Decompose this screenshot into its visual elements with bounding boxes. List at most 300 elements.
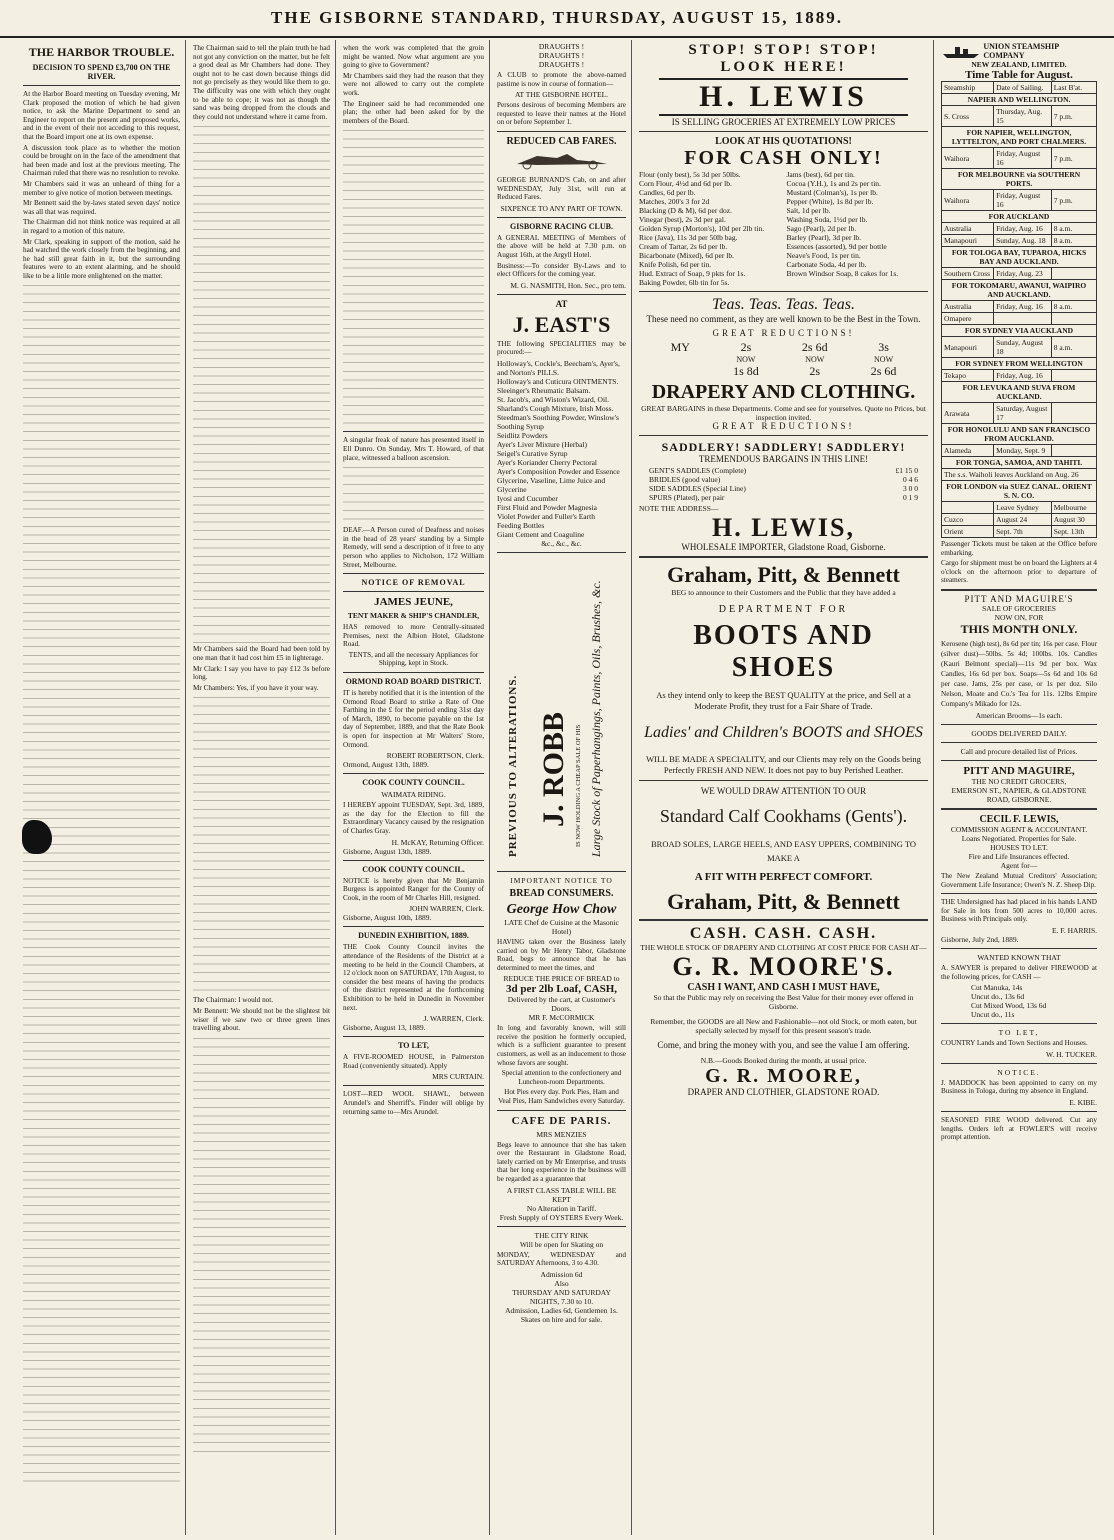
list-item: Rice (Java), 11s 3d per 50lb bag. — [639, 233, 738, 242]
tea-prices — [649, 340, 918, 379]
route-heading: FOR SYDNEY FROM WELLINGTON — [942, 358, 1097, 370]
now-label: NOW — [736, 355, 756, 364]
harris-signature: E. F. HARRIS. — [1051, 925, 1097, 935]
cell: 7 p.m. — [1051, 190, 1096, 211]
seasoned-text: SEASONED FIRE WOOD delivered. Cut any lengths. Orders left at FOWLER'S will receive prompt attention. — [941, 1115, 1097, 1142]
table-header — [942, 82, 1097, 94]
table-row — [942, 223, 1097, 235]
now-on-text: NOW ON, FOR — [994, 612, 1044, 622]
broad-text: BROAD SOLES, LARGE HEELS, AND EASY UPPERS, COMBINING TO MAKE A — [650, 839, 917, 863]
divider — [941, 1063, 1097, 1064]
table-row — [942, 469, 1097, 481]
nights-text: THURSDAY AND SATURDAY NIGHTS, 7.30 to 10. — [512, 1287, 611, 1306]
rink-days: MONDAY, WEDNESDAY and SATURDAY Afternoons, 3 to 4.30. — [497, 1250, 626, 1268]
skates-text: Skates on hire and for sale. — [520, 1314, 603, 1324]
cell — [994, 313, 1052, 325]
waimata-heading: WAIMATA RIDING. — [381, 790, 446, 800]
saddle-name: SIDE SADDLES (Special Line) — [649, 484, 746, 493]
cell: Sept. 7th — [994, 526, 1052, 538]
emerson-text: EMERSON ST., NAPIER, & GLADSTONE ROAD, GISBORNE. — [951, 785, 1087, 804]
cargo-text: Cargo for shipment must be on board the Lighters at 4 o'clock on the afternoon prior to departure of steamers. — [941, 559, 1097, 585]
divider — [23, 85, 180, 86]
article-continuation — [193, 123, 330, 643]
cecil-title: CECIL F. LEWIS, — [979, 813, 1059, 825]
old-price: 3s — [878, 340, 889, 354]
cell — [1051, 313, 1096, 325]
route-heading: FOR LONDON via SUEZ CANAL. ORIENT S. N. CO. — [942, 481, 1097, 502]
divider — [639, 780, 928, 781]
route-heading: FOR TOLOGA BAY, TUPAROA, HICKS BAY AND AUCKLAND. — [942, 247, 1097, 268]
list-item: Hud. Extract of Soap, 9 pkts for 1s. — [639, 269, 746, 278]
cell: August 30 — [1051, 514, 1096, 526]
list-item: Uncut do., 13s 6d — [971, 992, 1025, 1002]
list-item: Neave's Food, 1s per tin. — [786, 251, 861, 260]
list-item: Glycerine, Vaseline, Lime Juice and Glycerine — [497, 475, 606, 494]
list-item: Salt, 1d per lb. — [786, 206, 831, 215]
table-row — [942, 235, 1097, 247]
attention-text: WE WOULD DRAW ATTENTION TO OUR — [700, 786, 867, 796]
selling-text: IS SELLING GROCERIES AT EXTREMELY LOW PRICES — [671, 117, 896, 127]
table-row — [942, 370, 1097, 382]
list-item: Violet Powder and Fuller's Earth — [497, 511, 595, 521]
divider — [639, 919, 928, 921]
list-item: Washing Soda, 1½d per lb. — [786, 215, 868, 224]
cell: Manapouri — [942, 235, 994, 247]
divider — [941, 589, 1097, 591]
column-harbor-continued — [188, 40, 336, 1535]
draughts-heading: DRAUGHTS ! — [538, 60, 585, 69]
stop-heading: STOP! STOP! STOP! — [688, 42, 879, 58]
column-shipping-commerce — [936, 40, 1102, 1535]
divider — [343, 926, 484, 927]
tolet-heading: TO LET, — [998, 1028, 1040, 1038]
want-body: So that the Public may rely on receiving the Best Value for their money ever offered in Gisborne. — [653, 993, 914, 1011]
column-header: Steamship — [942, 82, 994, 94]
divider — [497, 217, 626, 218]
divider — [941, 1111, 1097, 1112]
list-item: Flour (only best), 5s 3d per 50lbs. — [639, 170, 741, 179]
lewis-title: H. LEWIS — [659, 78, 908, 116]
loans-text: Loans Negotiated. Properties for Sale. — [961, 833, 1077, 843]
cell: Waihora — [942, 190, 994, 211]
cell: Thursday, Aug. 15 — [994, 106, 1052, 127]
table-row — [942, 106, 1097, 127]
list-item: First Fluid and Powder Magnesia — [497, 502, 597, 512]
masthead-title: THE GISBORNE STANDARD, THURSDAY, AUGUST 15, 1889. — [271, 8, 843, 27]
robb-previous: PREVIOUS TO ALTERATIONS. — [507, 674, 519, 857]
warren2-date: Gisborne, August 13, 1889. — [343, 1023, 426, 1033]
timetable-heading: Time Table for August. — [965, 69, 1073, 81]
divider — [343, 1036, 484, 1037]
table-row — [942, 190, 1097, 211]
paragraph: The Chairman said to tell the plain truth he had not got any conviction on the matter, but he felt a good deal as Mr Chambers had done. They ought not to be cast down because things did not go precisely as they would like them to go. The difficulty was one with which they ought to be able to cope; it was not as though the sand was being dropped from the clouds and they could not understand where it came from. — [193, 44, 330, 121]
list-item: Cut Mixed Wood, 13s 6d — [971, 1001, 1047, 1011]
cell: Leave Sydney — [994, 502, 1052, 514]
menzies-name: MRS MENZIES — [536, 1129, 587, 1139]
curtain-signature: MRS CURTAIN. — [432, 1072, 484, 1082]
list-item: Pepper (White), 1s 8d per lb. — [786, 197, 874, 206]
passengers-text: Passenger Tickets must be taken at the Office before embarking. — [941, 540, 1097, 557]
paragraph: Mr Bennett said the by-laws stated seven days' notice was all that was required. — [23, 199, 180, 216]
route-heading: NAPIER AND WELLINGTON. — [942, 94, 1097, 106]
cell — [1051, 403, 1096, 424]
cell: Arawata — [942, 403, 994, 424]
rink-heading: THE CITY RINK — [534, 1230, 589, 1240]
ormond-body: IT is hereby notified that it is the intention of the Ormond Road Board to strike a Rate of One Farthing in the £ for the period ending 31st day of March, 1890, to become payable on the 1st day of September, 1889, and that the Rate Book is open for inspection at Mr Walters' Store, Ormond. — [343, 689, 484, 749]
list-item: Carbonate Soda, 4d per lb. — [786, 260, 867, 269]
paragraph: Mr Clark, speaking in support of the motion, said he had watched the work closely from the beginning, and he had still great faith in it, but the surrounding features were to an extent alarming, and he should like to be a little more enlightened on the matter. — [23, 237, 180, 280]
table-row — [942, 301, 1097, 313]
at-label: AT — [555, 298, 568, 309]
saddle-price: 3 0 0 — [903, 484, 918, 493]
cook2-heading: COOK COUNTY COUNCIL. — [362, 864, 465, 874]
cell: 7 p.m. — [1051, 106, 1096, 127]
ink-blot — [22, 820, 52, 854]
route-heading: FOR NAPIER, WELLINGTON, LYTTELTON, AND PORT CHALMERS. — [942, 127, 1097, 148]
notice-removal-heading: NOTICE OF REMOVAL — [361, 578, 466, 588]
delivered-daily: GOODS DELIVERED DAILY. — [971, 728, 1067, 738]
route-heading: FOR TOKOMARU, AWANUI, WAIPIRO AND AUCKLAND. — [942, 280, 1097, 301]
reduce-text: REDUCE THE PRICE OF BREAD to — [503, 974, 620, 984]
jeune-body: HAS removed to more Centrally-situated Premises, next the Albion Hotel, Gladstone Road. — [343, 623, 484, 649]
divider — [497, 871, 626, 872]
cell: S. Cross — [942, 106, 994, 127]
remember-text: Remember, the GOODS are all New and Fashionable—not old Stock, or moth eaten, but specially selected by myself for this present season's trade. — [650, 1017, 917, 1035]
list-item: St. Jacob's, and Wiston's Wizard, Oil. — [497, 394, 610, 404]
cell: 8 a.m. — [1051, 337, 1096, 358]
nb-text: N.B.—Goods Booked during the month, at usual price. — [700, 1056, 867, 1065]
list-item: Brown Windsor Soap, 8 cakes for 1s. — [786, 269, 899, 278]
look-heading: LOOK HERE! — [720, 59, 847, 75]
list-item: Matches, 200's 3 for 2d — [639, 197, 710, 206]
pitt-title: PITT AND MAGUIRE'S — [964, 593, 1074, 604]
tremendous-text: TREMENDOUS BARGAINS IN THIS LINE! — [698, 454, 869, 464]
racing-heading: GISBORNE RACING CLUB. — [510, 221, 613, 231]
tents-text: TENTS, and all the necessary Appliances for Shipping, kept in Stock. — [348, 650, 479, 668]
tariff-text: No Alteration in Tariff. — [526, 1203, 597, 1213]
list-item: Vinegar (best), 2s 3d per gal. — [639, 215, 726, 224]
table-row — [942, 313, 1097, 325]
cell: Australia — [942, 301, 994, 313]
moore-title: G. R. MOORE'S. — [672, 952, 895, 981]
sale-heading: SALE OF GROCERIES — [982, 603, 1056, 613]
call-text: Call and procure detailed list of Prices. — [960, 746, 1078, 756]
union-header — [941, 42, 1097, 60]
cab-heading: REDUCED CAB FARES. — [506, 135, 617, 147]
beg-text: BEG to announce to their Customers and the Public that they have added a — [671, 588, 896, 597]
cell: Sunday, Aug. 18 — [994, 235, 1052, 247]
list-item — [649, 493, 918, 502]
cell: Friday, Aug. 16 — [994, 370, 1052, 382]
bread-price: 3d per 2lb Loaf, CASH, — [505, 983, 618, 996]
paragraph: Mr Chambers said they had the reason that they were not allowed to carry out the complete work. — [343, 71, 484, 97]
list-item — [649, 466, 918, 475]
quotations-heading: LOOK AT HIS QUOTATIONS! — [715, 136, 852, 147]
paragraph: The Chairman did not think notice was required at all in regard to a motion of this nature. — [23, 218, 180, 235]
list-item: Baking Powder, 6lb tin for 5s. — [639, 278, 730, 287]
robb-name: J. ROBB — [537, 711, 570, 827]
divider — [941, 724, 1097, 725]
list-item: Knife Polish, 6d per tin. — [639, 260, 712, 269]
now-label: NOW — [805, 355, 825, 364]
masthead — [0, 0, 1114, 38]
column-local-ads — [492, 40, 632, 1535]
rink-open: Will be open for Skating on — [519, 1239, 604, 1249]
list-item: Uncut do., 11s — [971, 1010, 1015, 1020]
list-item: Giant Cement and Coaguline — [497, 529, 585, 539]
tea-price — [802, 340, 828, 379]
list-item: Essences (assorted), 9d per bottle — [786, 242, 887, 251]
come-text: Come, and bring the money with you, and see the value I am offering. — [657, 1040, 910, 1050]
draughts-heading: DRAUGHTS ! — [538, 42, 585, 51]
cell: Monday, Sept. 9 — [994, 445, 1052, 457]
new-price: 2s 6d — [870, 364, 897, 378]
cell: 8 a.m. — [1051, 235, 1096, 247]
list-item: Seigel's Curative Syrup — [497, 448, 568, 458]
cab-body: GEORGE BURNAND'S Cab, on and after WEDNESDAY, July 31st, will run at Reduced Fares. — [497, 175, 626, 202]
cell: August 24 — [994, 514, 1052, 526]
divider — [343, 573, 484, 574]
divider — [343, 1085, 484, 1086]
note-address: NOTE THE ADDRESS— — [639, 504, 719, 513]
robb-advertisement — [497, 557, 626, 867]
robb-sale: IS NOW HOLDING A CHEAP SALE OF HIS — [575, 724, 582, 847]
list-item: Iyosi and Cucumber — [497, 493, 558, 503]
new-price: 2s — [809, 364, 821, 378]
cell: Friday, August 16 — [994, 148, 1052, 169]
list-item: Steedman's Soothing Powder, Winslow's Soothing Syrup — [497, 412, 619, 431]
etc-text: &c., &c., &c. — [541, 538, 582, 548]
divider — [343, 672, 484, 673]
teas-body: These need no comment, as they are well known to be the Best in the Town. — [646, 314, 921, 324]
list-item: Blacking (D & M), 6d per doz. — [639, 206, 732, 215]
bread-heading: BREAD CONSUMERS. — [509, 887, 614, 899]
table-row — [942, 403, 1097, 424]
want-heading: CASH I WANT, AND CASH I MUST HAVE, — [687, 982, 880, 993]
paragraph: A discussion took place as to whether the motion could be brought on in the face of the amendment that had been made and lost at the previous meeting. The Chairman ruled that there was no resolution to revoke. — [23, 143, 180, 178]
cell — [1051, 268, 1096, 280]
list-item: Ayer's Koriander Cherry Pectoral — [497, 457, 598, 467]
jeune-title: JAMES JEUNE, — [374, 596, 453, 609]
whole-stock-text: THE WHOLE STOCK OF DRAPERY AND CLOTHING AT COST PRICE FOR CASH AT— — [640, 943, 927, 952]
great-reductions-heading: GREAT REDUCTIONS! — [712, 421, 855, 431]
delivered-text: Delivered by the cart, at Customer's Doors. — [507, 995, 616, 1014]
cell: Sept. 13th — [1051, 526, 1096, 538]
table-row — [942, 502, 1097, 514]
old-price: 2s — [740, 340, 752, 354]
now-label: NOW — [874, 355, 894, 364]
saddle-price-list — [649, 466, 918, 502]
column-header: Last B'at. — [1051, 82, 1096, 94]
cell: Cuzco — [942, 514, 994, 526]
mckay-date: Gisborne, August 13th, 1889. — [343, 846, 432, 856]
moore-title-2: G. R. MOORE, — [705, 1065, 862, 1087]
article-continuation — [343, 464, 484, 524]
article-continuation — [193, 1035, 330, 1455]
list-item: Ayer's Composition Powder and Essence — [497, 466, 620, 476]
column-news-notices — [338, 40, 490, 1535]
tolet-heading: TO LET, — [398, 1041, 429, 1051]
divider — [941, 1023, 1097, 1024]
cash-only-heading: FOR CASH ONLY! — [684, 147, 883, 169]
old-price: 2s 6d — [801, 340, 828, 354]
list-item: Candles, 6d per lb. — [639, 188, 696, 197]
divider — [497, 552, 626, 553]
saddlery-heading: SADDLERY! SADDLERY! SADDLERY! — [661, 440, 906, 454]
table-row — [942, 337, 1097, 358]
list-item: Corn Flour, 4½d and 6d per lb. — [639, 179, 732, 188]
agent-body: The New Zealand Mutual Creditors' Association; Government Life Insurance; Owen's N. Z. Sheep Dip. — [941, 871, 1097, 889]
kibe-signature: E. KIBE. — [1069, 1097, 1097, 1107]
grocery-list-right — [787, 170, 929, 287]
route-heading: FOR AUCKLAND — [942, 211, 1097, 223]
chow-body: HAVING taken over the Business lately carried on by Mr Henry Tabor, Gladstone Road, begs to announce that he has determined to meet the times, and — [497, 937, 626, 972]
article-continuation — [23, 282, 180, 1482]
divider — [497, 1226, 626, 1227]
saddle-name: SPURS (Plated), per pair — [649, 493, 725, 502]
cell: 7 p.m. — [1051, 148, 1096, 169]
undersigned-text: THE Undersigned has had placed in his hands LAND for Sale in lots from 500 acres to 10,000 acres. Business with Principals only. — [941, 898, 1097, 924]
dunedin-body: THE Cook County Council invites the attendance of the Residents of the District at a meeting to be held in the Council Chambers, at 12 o'clock noon on SATURDAY, 17th August, to consider the best means of having the products of the district represented at the forthcoming Exhibition to be held in Dunedin in November next. — [343, 943, 484, 1012]
drapery-heading: DRAPERY AND CLOTHING. — [651, 381, 916, 403]
warren-signature: JOHN WARREN, Clerk. — [409, 904, 484, 914]
houses-text: HOUSES TO LET. — [990, 842, 1048, 852]
divider — [497, 131, 626, 132]
fit-text: A FIT WITH PERFECT COMFORT. — [694, 871, 873, 883]
cell: Australia — [942, 223, 994, 235]
oysters-text: Fresh Supply of OYSTERS Every Week. — [499, 1212, 624, 1222]
cell: Alameda — [942, 445, 994, 457]
cash-heading: CASH. CASH. CASH. — [689, 925, 878, 942]
nz-subtitle: NEW ZEALAND, LIMITED. — [971, 60, 1067, 69]
list-item: Feeding Bottles — [497, 520, 545, 530]
wanted-heading: WANTED KNOWN THAT — [977, 952, 1061, 962]
also-text: Also — [554, 1278, 569, 1288]
paragraph: At the Harbor Board meeting on Tuesday evening, Mr Clark proposed the motion of which he had given notice, to ask the Marine Department to send an Engineer to report on the present and proposed works, and in the event of their not acceding to this request, that the Board import one at its own expense. — [23, 90, 180, 141]
speciality-text: WILL BE MADE A SPECIALITY, and our Clients may rely on the Goods being Perfectly FRESH AND NEW. It does not pay to buy Perished Leather. — [646, 754, 921, 775]
route-heading: FOR MELBOURNE via SOUTHERN PORTS. — [942, 169, 1097, 190]
jeune-subtitle: TENT MAKER & SHIP'S CHANDLER, — [347, 611, 480, 621]
list-item: Jams (best), 6d per tin. — [786, 170, 855, 179]
cook-body: I HEREBY appoint TUESDAY, Sept. 3rd, 1889, as the day for the Election to fill the Extraordinary Vacancy caused by the resignation of Charles Gray. — [343, 801, 484, 835]
cell: Waihora — [942, 148, 994, 169]
timetable — [941, 81, 1097, 538]
lost-notice: LOST—RED WOOL SHAWL, between Arundel's and Sherriff's. Finder will oblige by returning same to—Mrs Arundel. — [343, 1090, 484, 1116]
divider — [639, 291, 928, 292]
cell: 8 a.m. — [1051, 223, 1096, 235]
ormond-heading: ORMOND ROAD BOARD DISTRICT. — [345, 677, 482, 687]
paragraph: Mr Chambers said the Board had been told by one man that it had cost him £5 in lighterage. — [193, 645, 330, 662]
racing-body: A GENERAL MEETING of Members of the above will be held at 7.30 p.m. on August 16th, at the Argyll Hotel. — [497, 233, 626, 259]
divider — [343, 773, 484, 774]
divider — [343, 860, 484, 861]
saddle-name: BRIDLES (good value) — [649, 475, 721, 484]
drapery-body: GREAT BARGAINS in these Departments. Come and see for yourselves. Quote no Prices, but inspection invited. — [641, 404, 926, 422]
lewis-title-2: H. LEWIS, — [712, 513, 855, 542]
divider — [941, 808, 1097, 810]
cell — [942, 502, 994, 514]
warren2-signature: J. WARREN, Clerk. — [423, 1014, 484, 1024]
list-item: Sleeinger's Rheumatic Balsam. — [497, 385, 591, 395]
mckay-signature: H. McKAY, Returning Officer. — [391, 837, 484, 847]
pies-text: Hot Pies every day. Pork Pies, Ham and Veal Pies, Ham Sandwiches every Saturday. — [498, 1088, 625, 1106]
list-item — [649, 484, 918, 493]
menzies-body: Begs leave to announce that she has taken over the Restaurant in Gladstone Road, lately carried on by Mr Enterprise, and trusts that her long experience in the business will be regarded as a guarantee that — [497, 1140, 626, 1183]
great-reductions-heading: GREAT REDUCTIONS! — [712, 328, 855, 338]
divider — [941, 948, 1097, 949]
sixpence-text: SIXPENCE TO ANY PART OF TOWN. — [500, 203, 623, 213]
tolet-body: A FIVE-ROOMED HOUSE, in Palmerston Road (conveniently situated). Apply — [343, 1053, 484, 1070]
saddle-price: 0 1 9 — [903, 493, 918, 502]
list-item: Mustard (Colman's), 1s per lb. — [786, 188, 878, 197]
cell: Manapouri — [942, 337, 994, 358]
list-item: Seidlitz Powders — [497, 430, 548, 440]
this-month-heading: THIS MONTH ONLY. — [960, 621, 1078, 636]
steamship-icon — [941, 43, 979, 59]
table-row — [942, 514, 1097, 526]
paragraph: Mr Bennett: We should not be the slightest bit wiser if we saw two or three green lines travelling about. — [193, 1006, 330, 1033]
ormond-signature: ROBERT ROBERTSON, Clerk. — [386, 751, 484, 761]
divider — [639, 556, 928, 558]
cell: Saturday, August 17 — [994, 403, 1052, 424]
cell: Friday, August 16 — [994, 190, 1052, 211]
divider — [639, 131, 928, 132]
divider — [343, 431, 484, 432]
tucker-signature: W. H. TUCKER. — [1045, 1049, 1097, 1059]
article-continuation — [343, 127, 484, 427]
east-title: J. EAST'S — [512, 311, 611, 337]
nasmith-signature: M. G. NASMITH, Hon. Sec., pro tem. — [510, 280, 626, 290]
divider — [639, 435, 928, 436]
list-item: Holloway's and Cuticura OINTMENTS. — [497, 376, 619, 386]
standard-heading: Standard Calf Cookhams (Gents'). — [659, 806, 908, 826]
ladies-heading: Ladies' and Children's BOOTS and SHOES — [644, 724, 923, 741]
list-item: Sharland's Cough Mixture, Irish Moss. — [497, 403, 614, 413]
warren-date: Gisborne, August 10th, 1889. — [343, 913, 432, 923]
cell: Melbourne — [1051, 502, 1096, 514]
article-continuation — [193, 694, 330, 994]
table-row — [942, 526, 1097, 538]
boots-heading: BOOTS AND SHOES — [693, 620, 874, 683]
draper-text: DRAPER AND CLOTHIER, GLADSTONE ROAD. — [687, 1087, 880, 1097]
route-heading: FOR TONGA, SAMOA, AND TAHITI. — [942, 457, 1097, 469]
saddle-price: 0 4 6 — [903, 475, 918, 484]
list-item: Barley (Pearl), 3d per lb. — [786, 233, 862, 242]
cell: Friday, Aug. 23 — [994, 268, 1052, 280]
notice-heading: NOTICE. — [997, 1067, 1041, 1077]
commission-text: COMMISSION AGENT & ACCOUNTANT. — [950, 824, 1088, 834]
paragraph: DEAF.—A Person cured of Deafness and noises in the head of 28 years' standing by a Simple Remedy, will send a description of it free to any person who applies to Nicholson, 172 William Street, Melbourne. — [343, 526, 484, 569]
cell: Friday, Aug. 16 — [994, 301, 1052, 313]
list-item — [649, 475, 918, 484]
cell — [1051, 370, 1096, 382]
paragraph: The Chairman: I would not. — [193, 996, 274, 1005]
union-title: UNION STEAMSHIP COMPANY — [983, 42, 1059, 60]
divider — [497, 294, 626, 295]
new-price: 1s 8d — [733, 364, 759, 378]
divider — [343, 591, 484, 592]
table-row — [942, 445, 1097, 457]
teas-heading: Teas. Teas. Teas. Teas. — [711, 296, 856, 313]
special-text: Special attention to the confectionery and Luncheon-room Departments. — [501, 1069, 622, 1086]
groceries-list: Kerosene (high test), 8s 6d per tin; 16s per case. Flour (silver dust)—50lbs. 5s 4d; 100lbs. 10s. Candles (Kauri Belmont special)—11s 9d per box. Wax Candles, 16s 6d per box. Soaps—5s 6d and 10s 6d per case. Jams, 25s per case, or 1s per doz. Silo Nelson, Moate and Co.'s Tea for 11s. 12lbs Empire Company's Mikado for 12s. — [941, 639, 1097, 708]
grocery-list-left — [639, 170, 781, 287]
paragraph: when the work was completed that the groin might be wanted. Now what argument are you going to give to Government? — [343, 44, 484, 70]
chow-sub: LATE Chef de Cuisine at the Masonic Hotel) — [504, 917, 619, 936]
list-item: Holloway's, Cockle's, Beecham's, Ayer's, and Norton's PILLS. — [497, 358, 620, 377]
list-item: Cream of Tartar, 2s 6d per lb. — [639, 242, 728, 251]
cook-heading: COOK COUNTY COUNCIL. — [362, 778, 465, 788]
